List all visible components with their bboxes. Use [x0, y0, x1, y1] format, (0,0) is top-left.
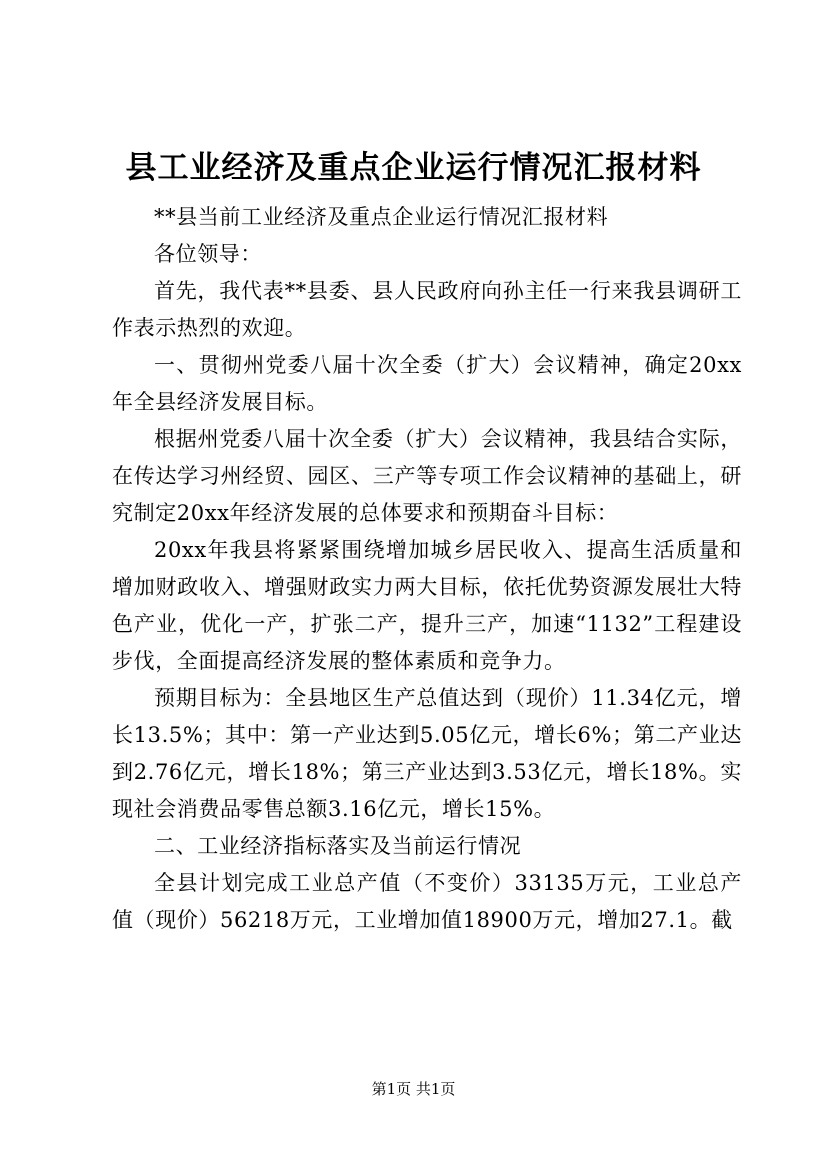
page-number-footer: 第1页 共1页	[371, 1080, 456, 1098]
welcome-paragraph: 首先，我代表**县委、县人民政府向孙主任一行来我县调研工作表示热烈的欢迎。	[112, 279, 742, 340]
body-paragraph: 全县计划完成工业总产值（不变价）33135万元，工业总产值（现价）56218万元，工业增加值18900万元，增加27.1。截	[112, 871, 742, 932]
section-heading-1: 一、贯彻州党委八届十次全委（扩大）会议精神，确定20xx年全县经济发展目标。	[112, 353, 742, 414]
section-heading-2: 二、工业经济指标落实及当前运行情况	[154, 834, 522, 858]
subtitle-paragraph: **县当前工业经济及重点企业运行情况汇报材料	[154, 205, 609, 229]
targets-paragraph: 预期目标为：全县地区生产总值达到（现价）11.34亿元，增长13.5%；其中：第一产业达到5.05亿元，增长6%；第二产业达到2.76亿元，增长18%；第三产业达到3.53亿元，增长18%。实现社会消费品零售总额3.16亿元，增长15%。	[112, 686, 742, 821]
document-body	[112, 199, 742, 939]
body-paragraph: 20xx年我县将紧紧围绕增加城乡居民收入、提高生活质量和增加财政收入、增强财政实力两大目标，依托优势资源发展壮大特色产业，优化一产，扩张二产，提升三产，加速“1132”工程建设步伐，全面提高经济发展的整体素质和竞争力。	[112, 538, 742, 673]
body-paragraph: 根据州党委八届十次全委（扩大）会议精神，我县结合实际，在传达学习州经贸、园区、三产等专项工作会议精神的基础上，研究制定20xx年经济发展的总体要求和预期奋斗目标：	[112, 427, 742, 525]
document-title: 县工业经济及重点企业运行情况汇报材料	[125, 150, 702, 186]
greeting-paragraph: 各位领导：	[154, 242, 262, 266]
